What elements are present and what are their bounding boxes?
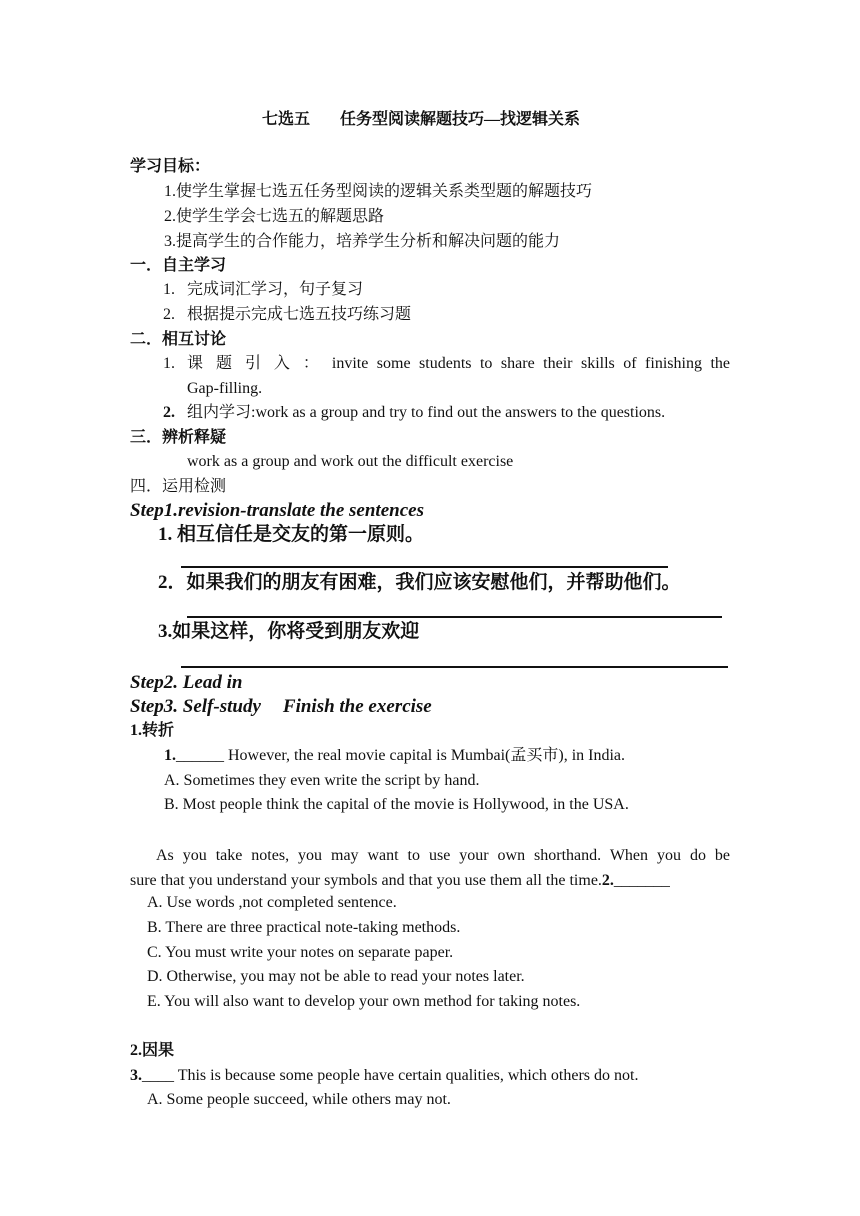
option: E. You will also want to develop your own method for taking notes. <box>147 993 581 1010</box>
objective-item: 3.提高学生的合作能力，培养学生分析和解决问题的能力 <box>164 233 561 250</box>
part-turn-heading: 1.转折 <box>130 722 175 739</box>
passage-line: As you take notes, you may want to use your own shorthand. When you do be <box>156 847 730 864</box>
answer-line <box>181 666 728 668</box>
question-1 <box>164 745 625 767</box>
section2-item-num: 1. <box>163 355 175 372</box>
option: A. Some people succeed, while others may not. <box>147 1091 451 1108</box>
passage-line-text: sure that you understand your symbols and that you use them all the time. <box>130 872 602 889</box>
answer-line <box>181 566 668 568</box>
option: C. You must write your notes on separate paper. <box>147 944 454 961</box>
step3-title: Step3. Self-study <box>130 696 261 717</box>
question-text: ______ However, the real movie capital is Mumbai(孟买市), in India. <box>176 747 626 764</box>
answer-line <box>187 616 722 618</box>
objectives-heading: 学习目标： <box>130 158 211 175</box>
step1-heading: Step1.revision-translate the sentences <box>130 500 424 521</box>
section1-item-num: 2. <box>163 306 175 323</box>
step3-subtitle: Finish the exercise <box>282 696 432 717</box>
section1-item-num: 1. <box>163 281 175 298</box>
question-number: 1. <box>164 747 176 764</box>
title-part1: 七选五 <box>262 111 311 128</box>
section1-item: 根据提示完成七选五技巧练习题 <box>187 306 412 323</box>
step3-heading <box>130 695 432 719</box>
title-part2: 任务型阅读解题技巧—找逻辑关系 <box>340 111 581 128</box>
passage-paragraph <box>130 843 730 893</box>
question-text: ____ This is because some people have certain qualities, which others do not. <box>142 1067 639 1084</box>
question-number: 2. <box>601 872 614 889</box>
objective-item: 2.使学生学会七选五的解题思路 <box>164 208 385 225</box>
question-number: 3. <box>130 1067 142 1084</box>
section3-heading: 三．辨析释疑 <box>130 429 227 446</box>
part-cause-heading: 2.因果 <box>130 1042 175 1059</box>
step1-sentence: 3.如果这样，你将受到朋友欢迎 <box>158 621 420 642</box>
section1-heading: 一．自主学习 <box>130 257 227 274</box>
section1-item: 完成词汇学习，句子复习 <box>187 281 364 298</box>
passage-line <box>130 868 730 893</box>
section2-heading: 二．相互讨论 <box>130 331 227 348</box>
section2-item1-line2: Gap-filling. <box>187 380 263 397</box>
objective-item: 1.使学生掌握七选五任务型阅读的逻辑关系类型题的解题技巧 <box>164 183 593 200</box>
step2-heading: Step2. Lead in <box>130 672 243 693</box>
section2-item2: 组内学习:work as a group and try to find out the answers to the questions. <box>187 404 666 421</box>
section2-item1-line1: 课 题 引 入 ： invite some students to share their skills of finishing the <box>187 355 730 372</box>
option: D. Otherwise, you may not be able to read your notes later. <box>147 968 525 985</box>
section3-text: work as a group and work out the difficult exercise <box>187 453 514 470</box>
option: A. Use words ,not completed sentence. <box>147 894 397 911</box>
section4-heading: 四．运用检测 <box>130 478 227 495</box>
page-title <box>262 109 580 131</box>
section2-item-num: 2. <box>163 404 175 421</box>
question-3 <box>130 1065 638 1087</box>
option: B. Most people think the capital of the movie is Hollywood, in the USA. <box>164 796 629 813</box>
option: B. There are three practical note-taking methods. <box>147 919 461 936</box>
option: A. Sometimes they even write the script by hand. <box>164 772 480 789</box>
step1-sentence: 1. 相互信任是交友的第一原则。 <box>158 524 425 545</box>
step1-sentence: 2．如果我们的朋友有困难，我们应该安慰他们，并帮助他们。 <box>158 572 681 593</box>
answer-blank: _______ <box>613 872 670 889</box>
